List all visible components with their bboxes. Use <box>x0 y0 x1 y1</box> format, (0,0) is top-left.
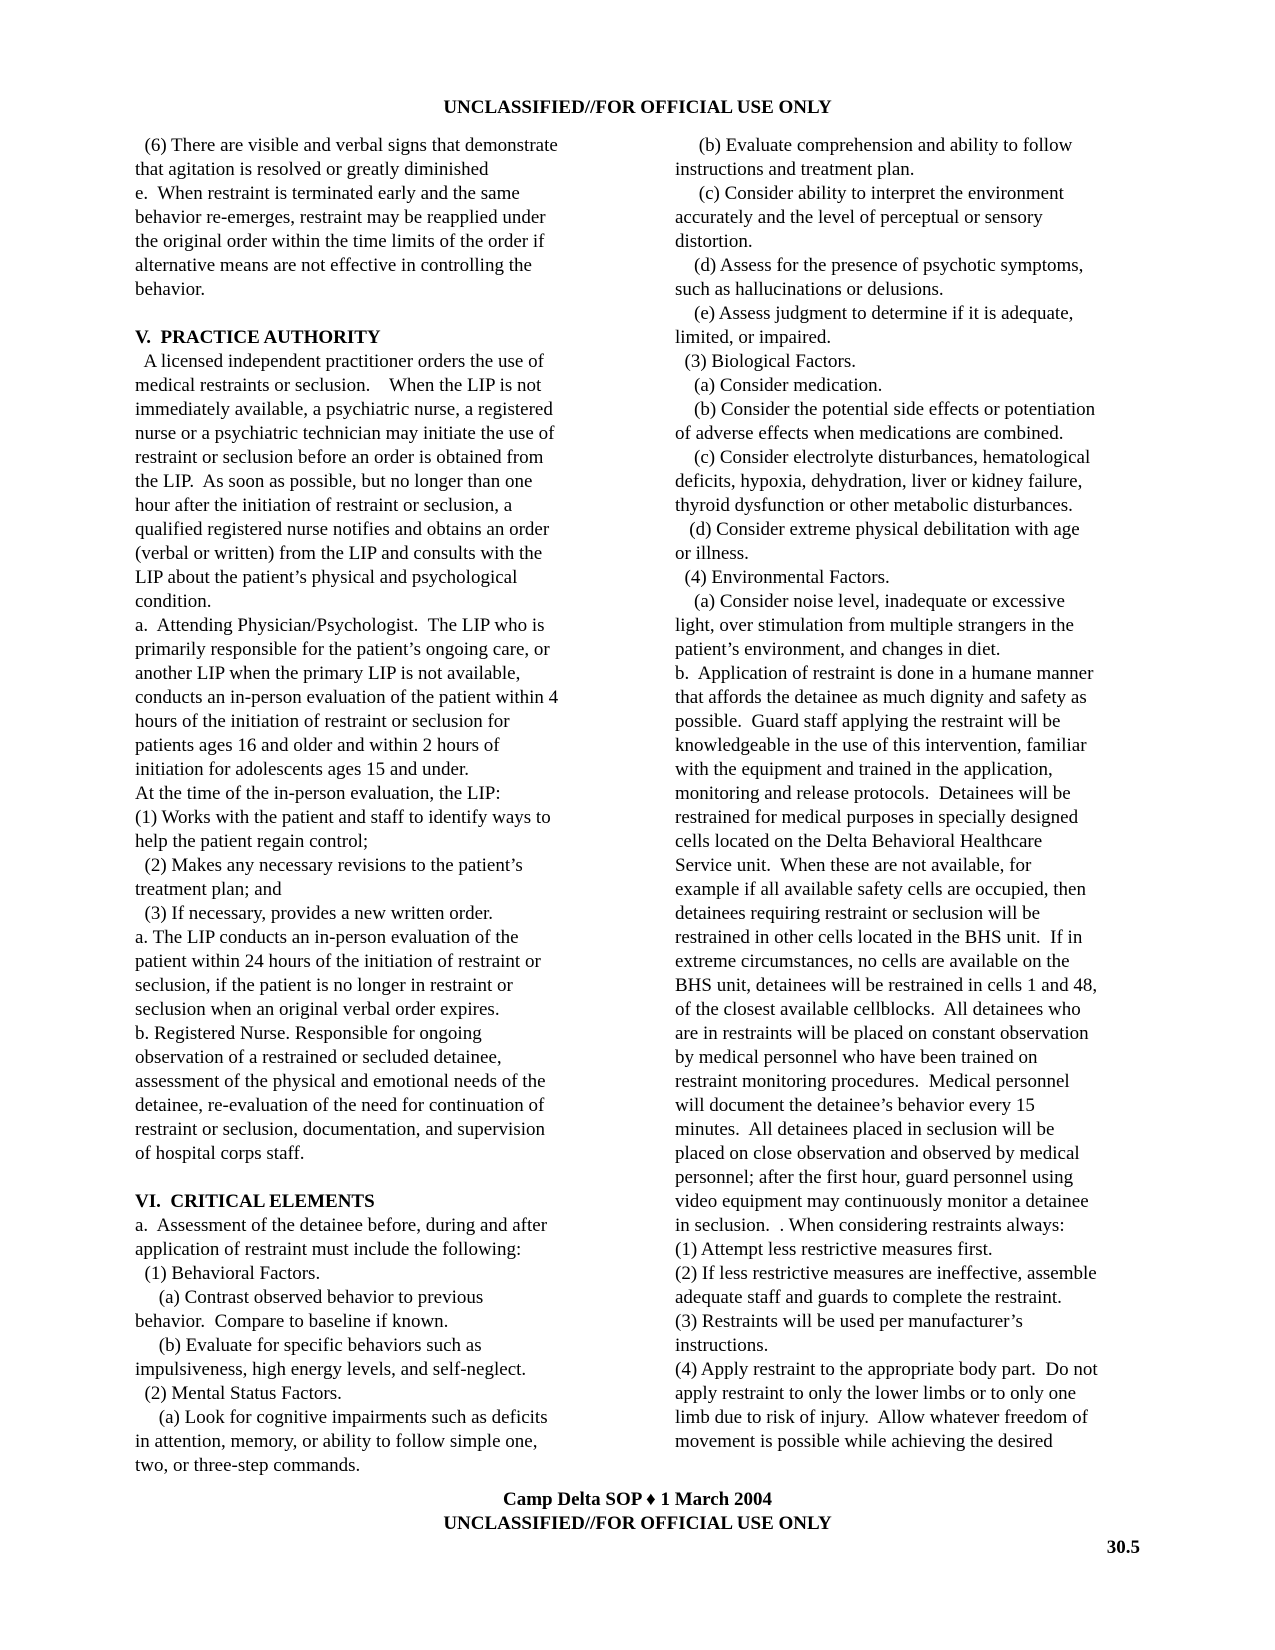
text-line: assessment of the physical and emotional needs of the <box>135 1071 546 1092</box>
text-line: placed on close observation and observed by medical <box>675 1143 1080 1164</box>
text-line: cells located on the Delta Behavioral Healthcare <box>675 831 1043 852</box>
text-line: movement is possible while achieving the desired <box>675 1431 1053 1452</box>
text-line: patients ages 16 and older and within 2 hours of <box>135 735 500 756</box>
text-line: of adverse effects when medications are combined. <box>675 423 1064 444</box>
text-line: with the equipment and trained in the application, <box>675 759 1053 780</box>
text-line: BHS unit, detainees will be restrained in cells 1 and 48, <box>675 975 1098 996</box>
text-line: (1) Attempt less restrictive measures first. <box>675 1239 993 1260</box>
text-line: knowledgeable in the use of this intervention, familiar <box>675 735 1087 756</box>
text-line: another LIP when the primary LIP is not available, <box>135 663 521 684</box>
text-line: (2) Makes any necessary revisions to the patient’s <box>135 855 523 876</box>
text-line: condition. <box>135 591 212 612</box>
text-line: minutes. All detainees placed in seclusion will be <box>675 1119 1055 1140</box>
text-line: of the closest available cellblocks. All detainees who <box>675 999 1081 1020</box>
text-line: treatment plan; and <box>135 879 282 900</box>
text-line: restrained for medical purposes in specially designed <box>675 807 1079 828</box>
text-line: in seclusion. . When considering restraints always: <box>675 1215 1065 1236</box>
text-line: (1) Works with the patient and staff to identify ways to <box>135 807 551 828</box>
text-line: seclusion when an original verbal order expires. <box>135 999 500 1020</box>
text-line: example if all available safety cells are occupied, then <box>675 879 1086 900</box>
text-line: monitoring and release protocols. Detainees will be <box>675 783 1071 804</box>
text-line: primarily responsible for the patient’s ongoing care, or <box>135 639 550 660</box>
text-line: seclusion, if the patient is no longer in restraint or <box>135 975 513 996</box>
text-line: help the patient regain control; <box>135 831 369 852</box>
text-line: immediately available, a psychiatric nurse, a registered <box>135 399 553 420</box>
text-line: (d) Consider extreme physical debilitation with age <box>675 519 1080 540</box>
text-line: limb due to risk of injury. Allow whatever freedom of <box>675 1407 1088 1428</box>
text-line: application of restraint must include the following: <box>135 1239 522 1260</box>
text-line: restraint or seclusion before an order is obtained from <box>135 447 544 468</box>
section-heading: V. PRACTICE AUTHORITY <box>135 327 381 348</box>
text-line: distortion. <box>675 231 753 252</box>
text-line: (d) Assess for the presence of psychotic symptoms, <box>675 255 1084 276</box>
text-line: conducts an in-person evaluation of the patient within 4 <box>135 687 559 708</box>
text-line: behavior re-emerges, restraint may be reapplied under <box>135 207 546 228</box>
text-line: the original order within the time limits of the order if <box>135 231 545 252</box>
text-line: limited, or impaired. <box>675 327 832 348</box>
text-line: nurse or a psychiatric technician may initiate the use of <box>135 423 555 444</box>
text-line: video equipment may continuously monitor a detainee <box>675 1191 1089 1212</box>
text-line: two, or three-step commands. <box>135 1455 361 1476</box>
text-line: that affords the detainee as much dignity and safety as <box>675 687 1087 708</box>
text-line: e. When restraint is terminated early and the same <box>135 183 520 204</box>
text-line: (e) Assess judgment to determine if it is adequate, <box>675 303 1074 324</box>
text-line: (4) Apply restraint to the appropriate body part. Do not <box>675 1359 1098 1380</box>
text-line: alternative means are not effective in controlling the <box>135 255 532 276</box>
text-line: At the time of the in-person evaluation, the LIP: <box>135 783 501 804</box>
text-line: or illness. <box>675 543 749 564</box>
text-line: observation of a restrained or secluded detainee, <box>135 1047 502 1068</box>
text-line <box>135 1166 605 1190</box>
left-column <box>135 134 605 1478</box>
text-line: (a) Contrast observed behavior to previous <box>135 1287 484 1308</box>
text-line: instructions. <box>675 1335 769 1356</box>
text-line: Service unit. When these are not available, for <box>675 855 1032 876</box>
text-line: detainee, re-evaluation of the need for continuation of <box>135 1095 545 1116</box>
text-line: A licensed independent practitioner orders the use of <box>135 351 544 372</box>
text-line: are in restraints will be placed on constant observation <box>675 1023 1089 1044</box>
text-line: a. Assessment of the detainee before, during and after <box>135 1215 548 1236</box>
text-line: accurately and the level of perceptual or sensory <box>675 207 1043 228</box>
text-line: (a) Consider noise level, inadequate or excessive <box>675 591 1065 612</box>
text-line: (2) Mental Status Factors. <box>135 1383 342 1404</box>
text-line: will document the detainee’s behavior every 15 <box>675 1095 1035 1116</box>
text-line: hours of the initiation of restraint or seclusion for <box>135 711 510 732</box>
text-line: (b) Evaluate comprehension and ability to follow <box>675 135 1073 156</box>
text-line: apply restraint to only the lower limbs or to only one <box>675 1383 1077 1404</box>
text-line: b. Registered Nurse. Responsible for ongoing <box>135 1023 482 1044</box>
text-line: (b) Evaluate for specific behaviors such as <box>135 1335 482 1356</box>
text-line: (3) Restraints will be used per manufacturer’s <box>675 1311 1023 1332</box>
section-heading: VI. CRITICAL ELEMENTS <box>135 1191 375 1212</box>
text-line: (verbal or written) from the LIP and consults with the <box>135 543 543 564</box>
text-line: qualified registered nurse notifies and obtains an order <box>135 519 550 540</box>
text-line: deficits, hypoxia, dehydration, liver or kidney failure, <box>675 471 1083 492</box>
text-line: (2) If less restrictive measures are ineffective, assemble <box>675 1263 1097 1284</box>
page-number: 30.5 <box>1106 1537 1140 1558</box>
text-line: initiation for adolescents ages 15 and under. <box>135 759 469 780</box>
text-line: light, over stimulation from multiple strangers in the <box>675 615 1074 636</box>
footer-classification: UNCLASSIFIED//FOR OFFICIAL USE ONLY <box>443 1513 832 1534</box>
text-line: behavior. <box>135 279 206 300</box>
text-line: such as hallucinations or delusions. <box>675 279 944 300</box>
text-line: impulsiveness, high energy levels, and self-neglect. <box>135 1359 527 1380</box>
text-line: (3) Biological Factors. <box>675 351 856 372</box>
text-line: in attention, memory, or ability to follow simple one, <box>135 1431 538 1452</box>
text-line: (a) Look for cognitive impairments such as deficits <box>135 1407 548 1428</box>
text-line: detainees requiring restraint or seclusion will be <box>675 903 1041 924</box>
text-line: (6) There are visible and verbal signs that demonstrate <box>135 135 558 156</box>
text-line: personnel; after the first hour, guard personnel using <box>675 1167 1074 1188</box>
text-line: patient within 24 hours of the initiation of restraint or <box>135 951 541 972</box>
text-line: extreme circumstances, no cells are available on the <box>675 951 1070 972</box>
text-line: restraint or seclusion, documentation, and supervision <box>135 1119 545 1140</box>
text-line: the LIP. As soon as possible, but no longer than one <box>135 471 533 492</box>
text-line: (a) Consider medication. <box>675 375 883 396</box>
text-line: LIP about the patient’s physical and psychological <box>135 567 518 588</box>
footer <box>0 1488 1275 1536</box>
text-line: by medical personnel who have been trained on <box>675 1047 1038 1068</box>
text-line: medical restraints or seclusion. When the LIP is not <box>135 375 542 396</box>
text-line: b. Application of restraint is done in a humane manner <box>675 663 1094 684</box>
text-line: that agitation is resolved or greatly diminished <box>135 159 489 180</box>
text-line <box>135 302 605 326</box>
footer-doc-title: Camp Delta SOP ♦ 1 March 2004 <box>503 1489 772 1510</box>
text-line: thyroid dysfunction or other metabolic disturbances. <box>675 495 1073 516</box>
text-line: restraint monitoring procedures. Medical personnel <box>675 1071 1070 1092</box>
text-line: behavior. Compare to baseline if known. <box>135 1311 449 1332</box>
text-line: (c) Consider ability to interpret the environment <box>675 183 1064 204</box>
text-line: adequate staff and guards to complete the restraint. <box>675 1287 1062 1308</box>
text-line: (c) Consider electrolyte disturbances, hematological <box>675 447 1091 468</box>
text-line: instructions and treatment plan. <box>675 159 915 180</box>
text-line: restrained in other cells located in the BHS unit. If in <box>675 927 1083 948</box>
text-line: (b) Consider the potential side effects or potentiation <box>675 399 1096 420</box>
text-line: patient’s environment, and changes in diet. <box>675 639 1001 660</box>
text-line: hour after the initiation of restraint or seclusion, a <box>135 495 513 516</box>
text-line: possible. Guard staff applying the restraint will be <box>675 711 1061 732</box>
header-classification: UNCLASSIFIED//FOR OFFICIAL USE ONLY <box>443 97 832 118</box>
text-line: a. Attending Physician/Psychologist. The LIP who is <box>135 615 545 636</box>
right-column <box>675 134 1145 1454</box>
text-line: of hospital corps staff. <box>135 1143 305 1164</box>
text-line: a. The LIP conducts an in-person evaluation of the <box>135 927 519 948</box>
text-line: (1) Behavioral Factors. <box>135 1263 321 1284</box>
text-line: (3) If necessary, provides a new written order. <box>135 903 494 924</box>
text-line: (4) Environmental Factors. <box>675 567 890 588</box>
